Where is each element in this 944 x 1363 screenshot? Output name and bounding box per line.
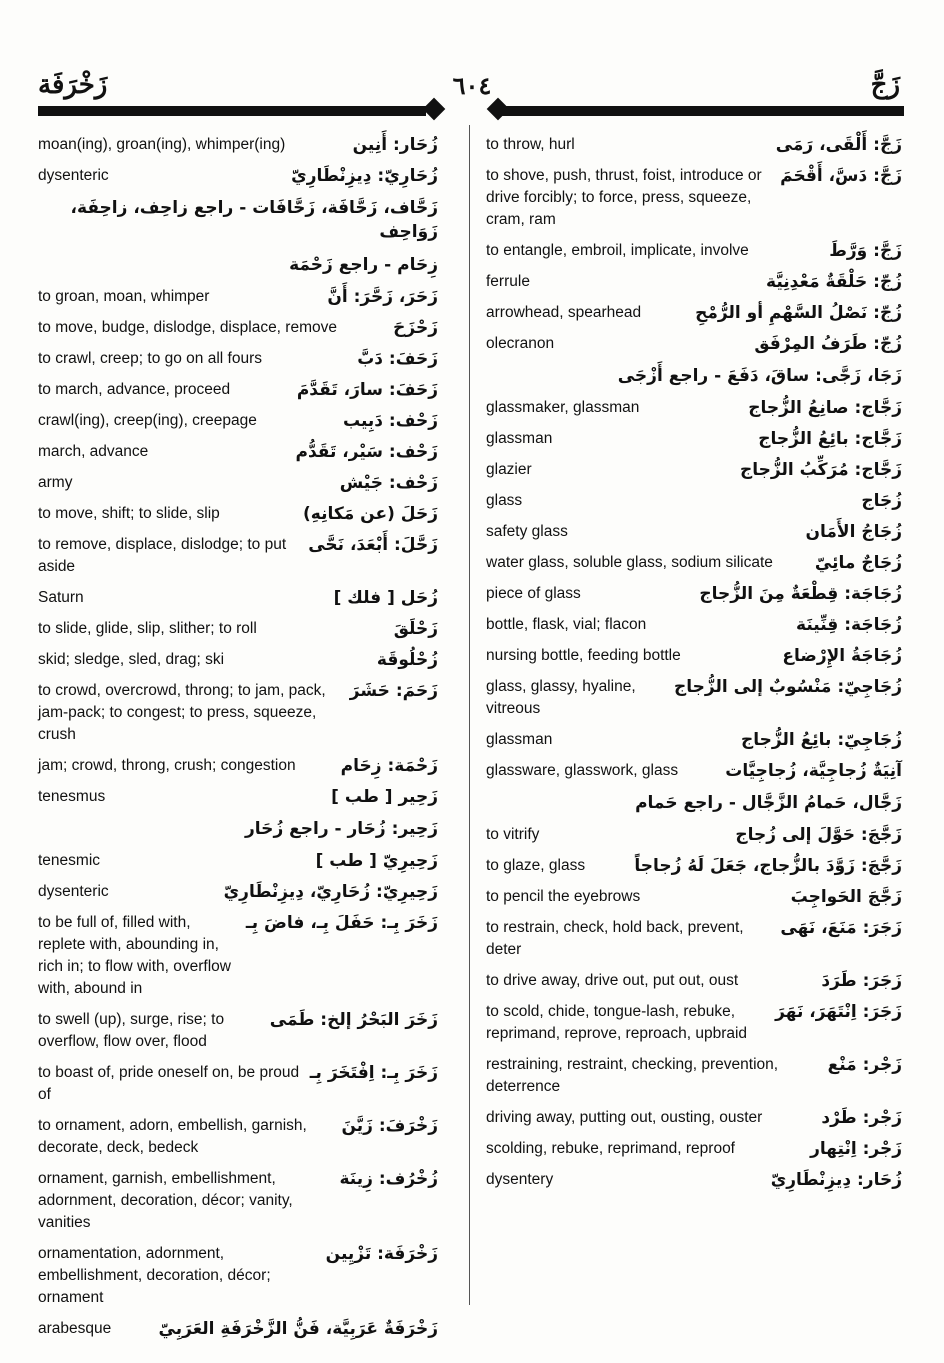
cross-reference-entry: زَجَا، زَجَّى: ساقَ، دَفَعَ - راجع أَزْجَى xyxy=(617,366,902,386)
arabic-headword: زُجَاجَة: قِطْعَةٌ مِنَ الزُّجاج xyxy=(699,584,902,604)
dictionary-entry xyxy=(486,645,902,667)
dictionary-entry xyxy=(486,490,902,512)
dictionary-entry xyxy=(38,503,438,525)
english-definition: to crawl, creep; to go on all fours xyxy=(38,350,263,367)
dictionary-entry xyxy=(486,583,902,605)
english-definition: to boast of, pride oneself on, be proud of xyxy=(38,1064,300,1103)
english-definition: to entangle, embroil, implicate, involve xyxy=(486,242,749,259)
arabic-headword: زَجَّجَ: زَوَّدَ بالزُّجاج، جَعَلَ لَهُ زُجاجاً xyxy=(634,856,902,876)
arabic-headword: زُجَاجِيّ: بائِعُ الزُّجاج xyxy=(741,730,902,750)
dictionary-entry xyxy=(486,1001,902,1045)
dictionary-entry xyxy=(38,1168,438,1234)
english-definition: Saturn xyxy=(38,589,84,606)
english-definition: to restrain, check, hold back, prevent, deter xyxy=(486,919,744,958)
dictionary-entry xyxy=(38,587,438,609)
dictionary-entry xyxy=(486,271,902,293)
dictionary-entry xyxy=(38,786,438,808)
header-rule-right xyxy=(502,106,904,116)
arabic-headword: زَخْرَفَة: تَزْيِين xyxy=(325,1244,438,1264)
english-definition: ornamentation, adornment, embellishment, decoration, décor; ornament xyxy=(38,1245,271,1306)
dictionary-entry xyxy=(486,1169,902,1191)
dictionary-entry xyxy=(486,428,902,450)
english-definition: restraining, restraint, checking, prevention, deterrence xyxy=(486,1056,779,1095)
arabic-headword: زَخْرَفَةٌ عَرَبِيَّة، فَنُّ الزَّخْرَفَةِ العَرَبِيّ xyxy=(158,1319,438,1339)
english-definition: safety glass xyxy=(486,523,568,540)
page-number: ٦٠٤ xyxy=(452,74,492,100)
dictionary-entry xyxy=(38,472,438,494)
english-definition: to shove, push, thrust, foist, introduce or drive forcibly; to force, press, squeeze, cram, ram xyxy=(486,167,762,228)
left-column xyxy=(38,134,438,1349)
arabic-headword: زَحِيرِيّ [ طب ] xyxy=(315,851,438,871)
dictionary-entry xyxy=(38,317,438,339)
running-head-right: زَجَّ xyxy=(870,70,900,99)
arabic-headword: زَحْزَحَ xyxy=(393,318,438,338)
dictionary-entry xyxy=(38,134,438,156)
arabic-headword: زَجَرَ: طَرَدَ xyxy=(821,971,902,991)
english-definition: water glass, soluble glass, sodium silicate xyxy=(486,554,773,571)
arabic-headword: زُجَاجَةُ الإِرْضاع xyxy=(782,646,902,666)
english-definition: glassman xyxy=(486,731,553,748)
arabic-headword: زَحَلَ (عن مَكانِهِ) xyxy=(303,504,438,524)
dictionary-entry xyxy=(486,333,902,355)
dictionary-entry xyxy=(38,379,438,401)
arabic-headword: زَجَّجَ الحَواجِبَ xyxy=(790,887,902,907)
cross-reference-entry: زَحِير: زُحَار - راجع زُحَار xyxy=(245,819,438,839)
english-definition: to move, budge, dislodge, displace, remove xyxy=(38,319,337,336)
column-divider xyxy=(469,125,470,1305)
dictionary-entry xyxy=(38,348,438,370)
dictionary-entry xyxy=(486,886,902,908)
arabic-headword: زَجَرَ: اِنْتَهَرَ، نَهَرَ xyxy=(775,1002,902,1022)
arabic-headword: زُجَاج xyxy=(861,491,902,511)
english-definition: scolding, rebuke, reprimand, reproof xyxy=(486,1140,735,1157)
arabic-headword: زَجَّ: دَسَّ، أَقْحَمَ xyxy=(780,166,902,186)
english-definition: to scold, chide, tongue-lash, rebuke, reprimand, reprove, reproach, upbraid xyxy=(486,1003,748,1042)
dictionary-entry xyxy=(486,824,902,846)
arabic-headword: زُجَاجَة: قِنِّينَة xyxy=(796,615,902,635)
english-definition: dysenteric xyxy=(38,883,109,900)
arabic-headword: آنِيَةٌ زُجاجِيَّة، زُجاجِيَّات xyxy=(725,761,902,781)
arabic-headword: زَحَمَ: حَشَرَ xyxy=(349,681,438,701)
english-definition: march, advance xyxy=(38,443,149,460)
dictionary-entry xyxy=(486,970,902,992)
arabic-headword: زَجَّجَ: حَوَّلَ إلى زُجاج xyxy=(735,825,902,845)
arabic-headword: زَحْف: سَيْر، تَقَدُّم xyxy=(295,442,438,462)
arabic-headword: زُجّ: نَصْلُ السَّهْمِ أو الرُّمْحِ xyxy=(695,303,902,323)
english-definition: to be full of, filled with, replete with, abounding in, rich in; to flow with, overflow with, abound in xyxy=(38,914,231,997)
cross-reference-entry: زَجَّال، حَمامُ الزَّجَّال - راجع حَمام xyxy=(635,793,902,813)
english-definition: arabesque xyxy=(38,1320,112,1337)
english-definition: to slide, glide, slip, slither; to roll xyxy=(38,620,257,637)
arabic-headword: زَحْلَقَ xyxy=(393,619,438,639)
arabic-headword: زَجْر: طَرْد xyxy=(821,1108,902,1128)
english-definition: to throw, hurl xyxy=(486,136,575,153)
arabic-headword: زَجَرَ: مَنَعَ، نَهَى xyxy=(780,918,902,938)
dictionary-entry xyxy=(38,680,438,746)
arabic-headword: زَجَّ: أَلْقَى، رَمَى xyxy=(775,135,902,155)
rule-diamond-left xyxy=(423,98,446,121)
english-definition: dysentery xyxy=(486,1171,554,1188)
english-definition: army xyxy=(38,474,73,491)
english-definition: to groan, moan, whimper xyxy=(38,288,210,305)
english-definition: to glaze, glass xyxy=(486,857,586,874)
arabic-headword: زَحَّلَ: أَبْعَدَ، نَحَّى xyxy=(308,535,438,555)
arabic-headword: زُحْلُوقَة xyxy=(376,650,438,670)
cross-reference-entry: زِحَام - راجع زَحْمَة xyxy=(289,255,438,275)
arabic-headword: زَخَرَ البَحْرُ إلخ: طَمَى xyxy=(269,1010,438,1030)
english-definition: tenesmus xyxy=(38,788,106,805)
dictionary-entry xyxy=(486,676,902,720)
arabic-headword: زَحَفَ: سارَ، تَقَدَّمَ xyxy=(296,380,438,400)
english-definition: ferrule xyxy=(486,273,530,290)
english-definition: piece of glass xyxy=(486,585,581,602)
english-definition: to crowd, overcrowd, throng; to jam, pack, jam-pack; to congest; to press, squeeze, crush xyxy=(38,682,326,743)
arabic-headword: زَخَرَ بِـ: اِفْتَخَرَ بِـ xyxy=(309,1063,438,1083)
arabic-headword: زَجَّ: وَرَّطَ xyxy=(829,241,902,261)
arabic-headword: زُجّ: طَرَفُ المِرْفَق xyxy=(754,334,902,354)
dictionary-entry xyxy=(38,1115,438,1159)
dictionary-entry xyxy=(486,1107,902,1129)
english-definition: bottle, flask, vial; flacon xyxy=(486,616,647,633)
english-definition: arrowhead, spearhead xyxy=(486,304,642,321)
dictionary-entry xyxy=(486,760,902,782)
dictionary-entry xyxy=(486,855,902,877)
dictionary-entry xyxy=(38,755,438,777)
dictionary-entry xyxy=(38,618,438,640)
arabic-headword: زَحِير [ طب ] xyxy=(331,787,438,807)
english-definition: moan(ing), groan(ing), whimper(ing) xyxy=(38,136,286,153)
arabic-headword: زَحْمَة: زِحَام xyxy=(340,756,438,776)
arabic-headword: زَحْف: دَبِيب xyxy=(342,411,438,431)
dictionary-entry xyxy=(38,165,438,187)
arabic-headword: زَحَفَ: دَبَّ xyxy=(357,349,438,369)
arabic-headword: زَجَّاج: صانِعُ الزُّجاج xyxy=(748,398,902,418)
arabic-headword: زُجَاجُ الأَمَان xyxy=(805,522,902,542)
dictionary-entry xyxy=(38,1318,438,1340)
english-definition: glass xyxy=(486,492,523,509)
dictionary-entry xyxy=(38,534,438,578)
dictionary-entry xyxy=(38,1009,438,1053)
dictionary-entry xyxy=(38,286,438,308)
arabic-headword: زَخْرَفَ: زَيَّنَ xyxy=(341,1116,438,1136)
english-definition: glazier xyxy=(486,461,532,478)
arabic-headword: زَخَرَ بِـ: حَفَلَ بِـ، فاضَ بِـ xyxy=(245,913,438,933)
english-definition: skid; sledge, sled, drag; ski xyxy=(38,651,225,668)
english-definition: jam; crowd, throng, crush; congestion xyxy=(38,757,296,774)
dictionary-entry xyxy=(486,614,902,636)
dictionary-entry xyxy=(486,302,902,324)
english-definition: to march, advance, proceed xyxy=(38,381,231,398)
right-column xyxy=(486,134,902,1200)
arabic-headword: زَحْف: جَيْش xyxy=(339,473,438,493)
header-rule-left xyxy=(38,106,426,116)
dictionary-entry xyxy=(486,134,902,156)
arabic-headword: زَجْر: اِنْتِهار xyxy=(810,1139,902,1159)
arabic-headword: زَحِيرِيّ: زُحَارِيّ، دِيزِنْطَارِيّ xyxy=(223,882,438,902)
english-definition: driving away, putting out, ousting, ouster xyxy=(486,1109,763,1126)
arabic-headword: زَجْر: مَنْع xyxy=(827,1055,902,1075)
english-definition: to pencil the eyebrows xyxy=(486,888,641,905)
english-definition: dysenteric xyxy=(38,167,109,184)
arabic-headword: زُجَاجٌ مائِيّ xyxy=(814,553,902,573)
dictionary-entry xyxy=(486,165,902,231)
english-definition: to drive away, drive out, put out, oust xyxy=(486,972,739,989)
english-definition: to swell (up), surge, rise; to overflow, flow over, flood xyxy=(38,1011,225,1050)
english-definition: glassware, glasswork, glass xyxy=(486,762,679,779)
dictionary-entry xyxy=(486,397,902,419)
arabic-headword: زَحَرَ، زَحَّرَ: أَنَّ xyxy=(327,287,438,307)
dictionary-entry xyxy=(38,1062,438,1106)
dictionary-entry xyxy=(486,917,902,961)
dictionary-entry xyxy=(486,240,902,262)
arabic-headword: زُحَار: دِيزِنْطَارِيّ xyxy=(770,1170,902,1190)
dictionary-entry xyxy=(486,729,902,751)
arabic-headword: زُجّ: حَلْقَةٌ مَعْدِنِيَّة xyxy=(766,272,902,292)
english-definition: glass, glassy, hyaline, vitreous xyxy=(486,678,636,717)
english-definition: to remove, displace, dislodge; to put aside xyxy=(38,536,287,575)
dictionary-entry xyxy=(38,850,438,872)
english-definition: olecranon xyxy=(486,335,555,352)
dictionary-entry xyxy=(38,912,438,1000)
dictionary-entry xyxy=(38,410,438,432)
arabic-headword: زُحَل [ فلك ] xyxy=(333,588,438,608)
english-definition: nursing bottle, feeding bottle xyxy=(486,647,681,664)
english-definition: ornament, garnish, embellishment, adornment, decoration, décor; vanity, vanities xyxy=(38,1170,293,1231)
english-definition: to vitrify xyxy=(486,826,540,843)
dictionary-entry xyxy=(486,459,902,481)
running-head-left: زَخْرَفَة xyxy=(38,70,108,99)
arabic-headword: زُخْرُف: زِينَة xyxy=(339,1169,438,1189)
arabic-headword: زَجَّاج: بائِعُ الزُّجاج xyxy=(758,429,902,449)
english-definition: tenesmic xyxy=(38,852,101,869)
dictionary-entry xyxy=(38,649,438,671)
dictionary-entry xyxy=(486,521,902,543)
arabic-headword: زَجَّاج: مُرَكِّبُ الزُّجاج xyxy=(740,460,902,480)
dictionary-entry xyxy=(38,441,438,463)
cross-reference-entry: زَحَّاف، زَحَّافَة، زَحَّافَات - راجع زاحِف، زاحِفَة، زَوَاحِف xyxy=(70,198,438,242)
dictionary-entry xyxy=(38,1243,438,1309)
arabic-headword: زُجَاجِيّ: مَنْسُوبٌ إلى الزُّجاج xyxy=(673,677,902,697)
dictionary-entry xyxy=(486,1138,902,1160)
dictionary-entry xyxy=(486,552,902,574)
english-definition: glassmaker, glassman xyxy=(486,399,640,416)
arabic-headword: زُحَارِيّ: دِيزِنْطَارِيّ xyxy=(291,166,438,186)
english-definition: crawl(ing), creep(ing), creepage xyxy=(38,412,257,429)
dictionary-entry xyxy=(486,1054,902,1098)
english-definition: to ornament, adorn, embellish, garnish, decorate, deck, bedeck xyxy=(38,1117,307,1156)
arabic-headword: زُحَار: أَنِين xyxy=(352,135,438,155)
english-definition: glassman xyxy=(486,430,553,447)
dictionary-entry xyxy=(38,881,438,903)
english-definition: to move, shift; to slide, slip xyxy=(38,505,220,522)
